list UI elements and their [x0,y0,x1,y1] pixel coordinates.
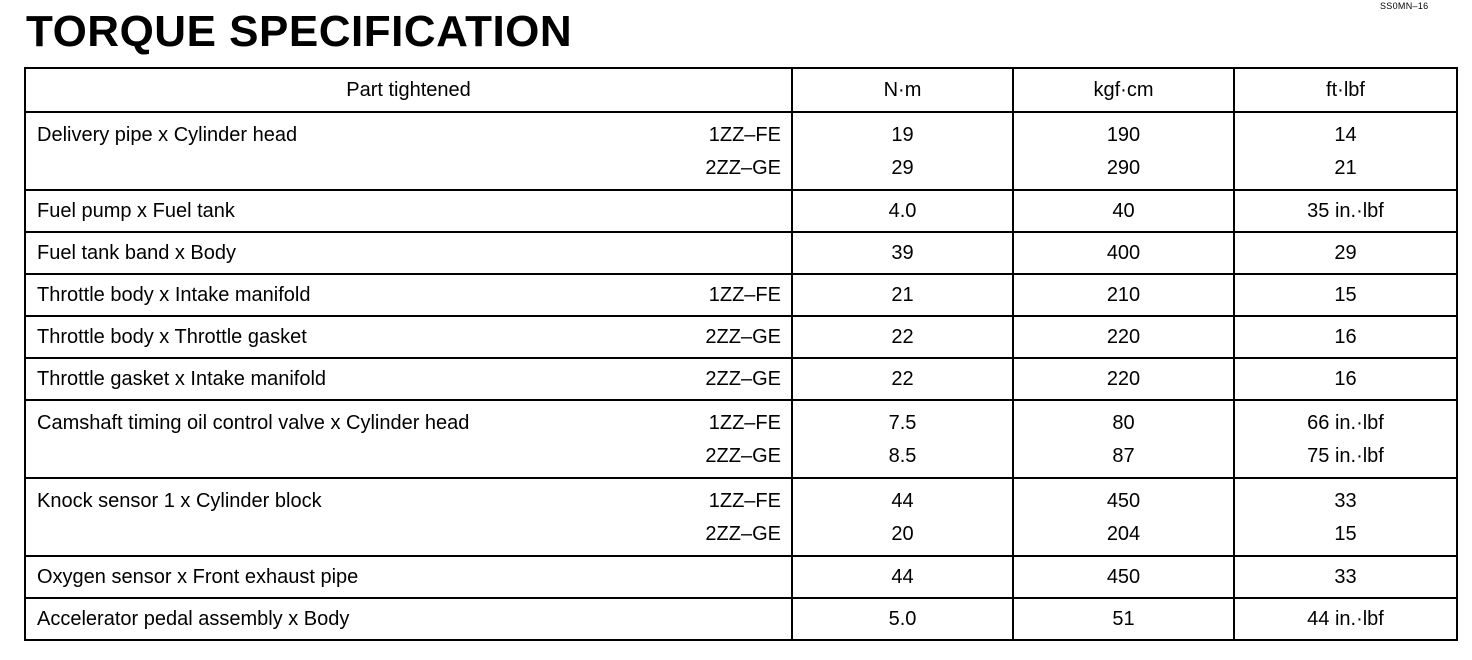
kgfcm-value: 51 [1112,608,1135,630]
part-cell [25,112,792,190]
part-name: Camshaft timing oil control valve x Cylinder head [37,412,470,434]
part-line [26,275,791,315]
engine-code [661,233,791,273]
part-name: Fuel pump x Fuel tank [37,200,235,222]
nm-value-cell [792,316,1013,358]
header-kgf-cm: kgf·cm [1013,68,1234,112]
part-line [26,518,791,551]
part-name-blank [26,440,661,473]
nm-value: 39 [891,242,914,264]
kgfcm-value: 87 [1112,445,1135,467]
part-line [26,599,791,639]
kgfcm-value-cell [1013,316,1234,358]
nm-value-cell [792,478,1013,556]
ftlbf-value-cell [1234,598,1457,640]
nm-value: 19 [891,124,914,146]
table-row [25,112,1457,190]
engine-code [661,557,791,597]
engine-code: 2ZZ–GE [705,368,781,390]
kgfcm-value: 204 [1106,523,1141,545]
engine-code: 1ZZ–FE [708,412,781,434]
part-cell [25,190,792,232]
table-row [25,598,1457,640]
nm-value-cell [792,358,1013,400]
part-cell [25,556,792,598]
engine-code: 2ZZ–GE [705,523,781,545]
part-name: Throttle gasket x Intake manifold [37,368,327,390]
kgfcm-value: 190 [1106,124,1141,146]
ftlbf-value: 35 in.·lbf [1307,200,1384,222]
kgfcm-value: 220 [1106,368,1141,390]
engine-code: 2ZZ–GE [705,445,781,467]
kgfcm-value: 450 [1106,566,1141,588]
kgfcm-value: 290 [1106,157,1141,179]
nm-value: 29 [891,157,914,179]
kgfcm-value: 450 [1106,490,1141,512]
engine-code [661,599,791,639]
table-row [25,190,1457,232]
page-title: TORQUE SPECIFICATION [26,7,573,56]
kgfcm-value-cell [1013,478,1234,556]
part-name: Fuel tank band x Body [37,242,237,264]
ftlbf-value: 21 [1334,157,1357,179]
kgfcm-value-cell [1013,598,1234,640]
part-cell [25,478,792,556]
part-cell [25,274,792,316]
nm-value: 22 [891,368,914,390]
part-line [26,557,791,597]
kgfcm-value: 80 [1112,412,1135,434]
ftlbf-value: 16 [1334,368,1357,390]
nm-value: 44 [891,490,914,512]
part-line [26,152,791,185]
ftlbf-value-cell [1234,190,1457,232]
torque-spec-table [24,67,1458,641]
ftlbf-value-cell [1234,112,1457,190]
kgfcm-value: 400 [1106,242,1141,264]
part-name: Oxygen sensor x Front exhaust pipe [37,566,359,588]
engine-code: 2ZZ–GE [705,326,781,348]
nm-value-cell [792,598,1013,640]
part-line [26,407,791,440]
table-row [25,232,1457,274]
nm-value: 7.5 [888,412,917,434]
part-cell [25,316,792,358]
nm-value-cell [792,190,1013,232]
nm-value: 5.0 [888,608,917,630]
nm-value-cell [792,232,1013,274]
kgfcm-value-cell [1013,112,1234,190]
part-line [26,485,791,518]
ftlbf-value: 44 in.·lbf [1307,608,1384,630]
ftlbf-value: 33 [1334,490,1357,512]
engine-code [661,191,791,231]
nm-value-cell [792,400,1013,478]
nm-value: 4.0 [888,200,917,222]
document-id: SS0MN–16 [1380,1,1429,11]
kgfcm-value-cell [1013,232,1234,274]
part-cell [25,598,792,640]
table-body [25,112,1457,640]
table-row [25,556,1457,598]
ftlbf-value-cell [1234,358,1457,400]
part-line [26,317,791,357]
kgfcm-value-cell [1013,400,1234,478]
ftlbf-value: 75 in.·lbf [1307,445,1384,467]
part-line [26,233,791,273]
part-cell [25,358,792,400]
ftlbf-value-cell [1234,232,1457,274]
header-part-tightened: Part tightened [25,68,792,112]
ftlbf-value: 15 [1334,523,1357,545]
part-name: Throttle body x Intake manifold [37,284,311,306]
part-name: Throttle body x Throttle gasket [37,326,307,348]
part-name: Knock sensor 1 x Cylinder block [37,490,322,512]
ftlbf-value: 14 [1334,124,1357,146]
ftlbf-value-cell [1234,274,1457,316]
nm-value: 22 [891,326,914,348]
table-row [25,316,1457,358]
ftlbf-value: 33 [1334,566,1357,588]
ftlbf-value: 15 [1334,284,1357,306]
engine-code: 1ZZ–FE [708,124,781,146]
part-name-blank [26,518,661,551]
nm-value-cell [792,112,1013,190]
nm-value: 44 [891,566,914,588]
kgfcm-value: 40 [1112,200,1135,222]
engine-code: 2ZZ–GE [705,157,781,179]
kgfcm-value-cell [1013,190,1234,232]
ftlbf-value-cell [1234,400,1457,478]
nm-value-cell [792,274,1013,316]
kgfcm-value: 220 [1106,326,1141,348]
engine-code: 1ZZ–FE [708,284,781,306]
nm-value: 21 [891,284,914,306]
part-name: Delivery pipe x Cylinder head [37,124,298,146]
ftlbf-value-cell [1234,316,1457,358]
part-line [26,119,791,152]
ftlbf-value: 16 [1334,326,1357,348]
kgfcm-value-cell [1013,556,1234,598]
table-row [25,478,1457,556]
part-line [26,440,791,473]
table-row [25,274,1457,316]
table-header-row [25,68,1457,112]
ftlbf-value-cell [1234,478,1457,556]
table-row [25,400,1457,478]
engine-code: 1ZZ–FE [708,490,781,512]
header-newton-meter: N·m [792,68,1013,112]
ftlbf-value-cell [1234,556,1457,598]
kgfcm-value: 210 [1106,284,1141,306]
part-name-blank [26,152,661,185]
table-row [25,358,1457,400]
kgfcm-value-cell [1013,274,1234,316]
nm-value-cell [792,556,1013,598]
nm-value: 8.5 [888,445,917,467]
part-line [26,359,791,399]
nm-value: 20 [891,523,914,545]
kgfcm-value-cell [1013,358,1234,400]
part-cell [25,400,792,478]
part-name: Accelerator pedal assembly x Body [37,608,350,630]
part-cell [25,232,792,274]
header-ft-lbf: ft·lbf [1234,68,1457,112]
ftlbf-value: 66 in.·lbf [1307,412,1384,434]
part-line [26,191,791,231]
ftlbf-value: 29 [1334,242,1357,264]
